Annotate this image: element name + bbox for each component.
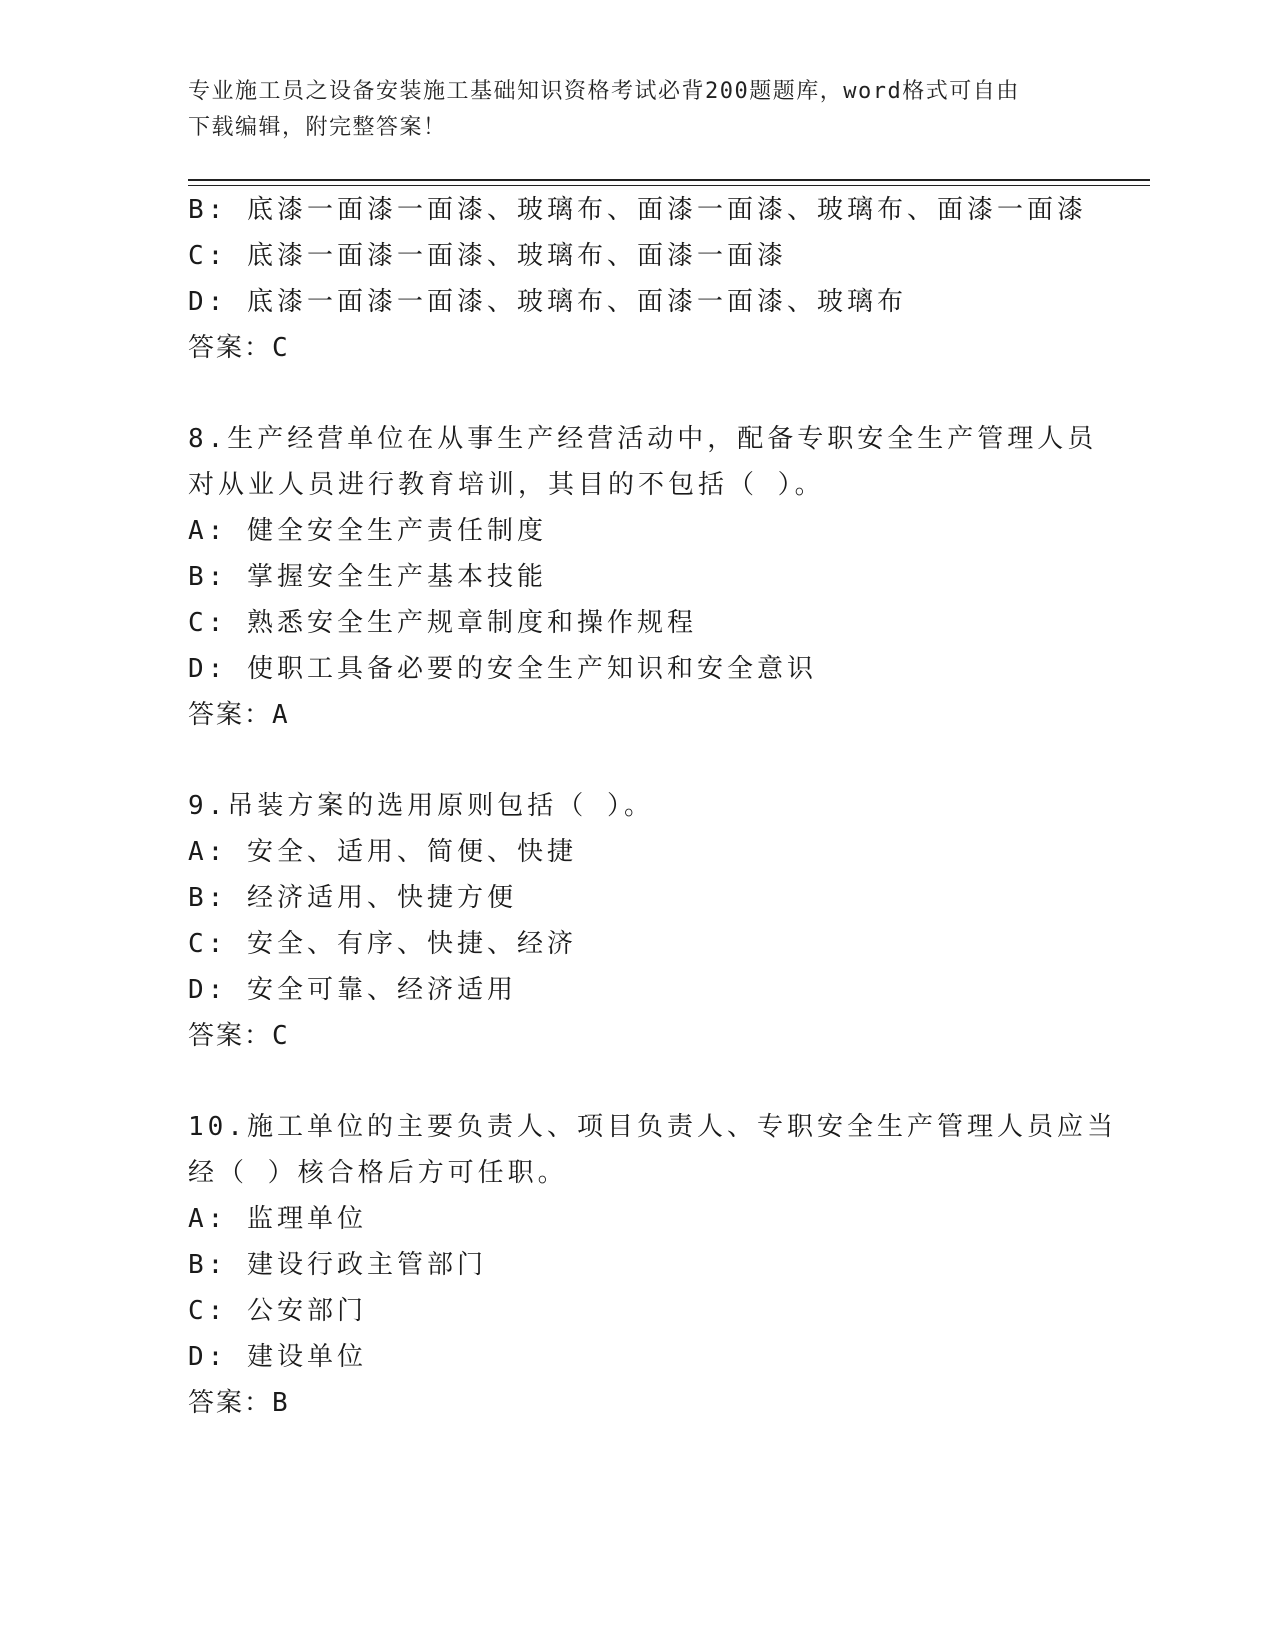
option-d: D: 使职工具备必要的安全生产知识和安全意识	[188, 654, 817, 684]
question-9	[188, 783, 1108, 1059]
answer: 答案：A	[188, 700, 290, 730]
answer: 答案：C	[188, 333, 290, 363]
option-b: B: 掌握安全生产基本技能	[188, 562, 547, 592]
option-a: A: 健全安全生产责任制度	[188, 516, 547, 546]
question-7-continued	[188, 187, 1108, 371]
question-10	[188, 1104, 1117, 1426]
option-c: C: 安全、有序、快捷、经济	[188, 929, 577, 959]
question-text: 经（ ）核合格后方可任职。	[188, 1158, 568, 1188]
option-c: C: 熟悉安全生产规章制度和操作规程	[188, 608, 697, 638]
question-text: 对从业人员进行教育培训，其目的不包括（ ）。	[188, 470, 825, 500]
option-a: A: 安全、适用、简便、快捷	[188, 837, 577, 867]
spacer	[188, 738, 1108, 783]
header-rule-thin	[188, 185, 1150, 186]
option-d: D: 建设单位	[188, 1342, 367, 1372]
header-rule-thick	[188, 179, 1150, 181]
question-text: 9.吊装方案的选用原则包括（ ）。	[188, 791, 654, 821]
question-content	[188, 187, 1117, 1426]
option-c: C: 底漆一面漆一面漆、玻璃布、面漆一面漆	[188, 241, 787, 271]
document-header	[188, 74, 1068, 146]
question-8	[188, 416, 1108, 738]
option-a: A: 监理单位	[188, 1204, 367, 1234]
question-text: 8.生产经营单位在从事生产经营活动中，配备专职安全生产管理人员	[188, 424, 1098, 454]
option-b: B: 建设行政主管部门	[188, 1250, 487, 1280]
option-c: C: 公安部门	[188, 1296, 367, 1326]
answer: 答案：B	[188, 1388, 290, 1418]
question-text: 10.施工单位的主要负责人、项目负责人、专职安全生产管理人员应当	[188, 1112, 1117, 1142]
option-b: B: 底漆一面漆一面漆、玻璃布、面漆一面漆、玻璃布、面漆一面漆	[188, 195, 1087, 225]
spacer	[188, 371, 1108, 416]
option-b: B: 经济适用、快捷方便	[188, 883, 517, 913]
option-d: D: 安全可靠、经济适用	[188, 975, 517, 1005]
option-d: D: 底漆一面漆一面漆、玻璃布、面漆一面漆、玻璃布	[188, 287, 907, 317]
header-line-1: 专业施工员之设备安装施工基础知识资格考试必背200题题库，word格式可自由	[188, 79, 1020, 104]
answer: 答案：C	[188, 1021, 290, 1051]
header-line-2: 下载编辑，附完整答案！	[188, 115, 447, 140]
spacer	[188, 1059, 1108, 1104]
